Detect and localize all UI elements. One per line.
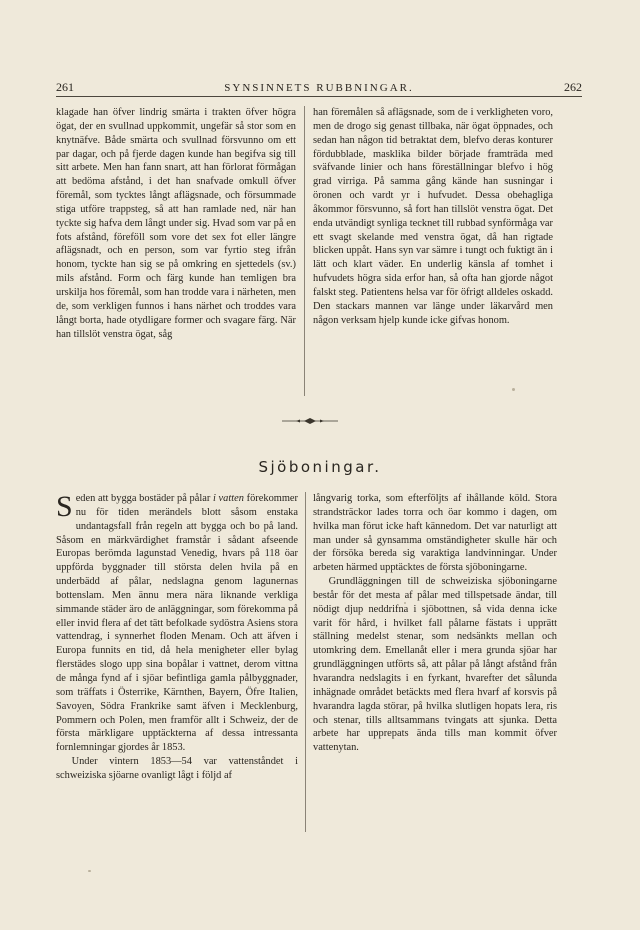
right-page-number: 262	[564, 80, 582, 94]
paper-speck	[404, 602, 406, 604]
paper-speck	[88, 870, 91, 872]
lead-text-tail: förekommer nu för tiden merändels blott såsom enstaka undantagsfall från regeln att bygga och bo på land. Såsom en märkvärdighet framstår i sådant afseende Europas berömda lagunstad Venedig, hvars på 118 öar uppförda byggnader till största delen hvila på en underbädd af pålar, nedslagna genom lagunernas bottenslam. Men ännu mera nära liknande verkliga simmande städer äro de anläggningar, som förekomma på eller invid flera af det tätt befolkade sydöstra Asiens stora vattendrag, i synnerhet floden Menam. Och att äfven i Europa funnits en tid, då hela menigheter eller bylag flerstädes slogo upp sina bopålar i vattnet, derom vittna de många fynd af i sjöar befintliga gamla pålbyggnader, som träffats i Österrike, Kärnthen, Bayern, Öfre Italien, Savoyen, Södra Frankrike samt äfven i Mecklenburg, Pommern och Polen, men framför allt i Schweiz, der de första märkligare upptäckterna af dessa intressanta fornlemningar gjordes år 1853.	[56, 493, 298, 754]
bottom-left-column	[56, 492, 298, 783]
drop-cap: S	[56, 490, 73, 523]
paragraph: Grundläggningen till de schweiziska sjöboningarne består för det mesta af pålar med tillspetsade ändar, till nödigt djup neddrifna i sjöbottnen, så vida denna icke varit för hård, i hvilket fall pålarne fästats i upprätt ställning medelst stenar, som nedsänkts mellan och utomkring dem. Emellanåt eller i mera grunda sjöar har grundläggningen utförts så, att pålar på långt afstånd från hvarandra nedslagits i en fyrkant, hvarefter det sålunda inhägnade området betäckts med flera hvarf af korsvis på hvarandra lagda störar, på hvilka slutligen hopats lera, ris och stenar, tills alltsammans tvingats att sjunka. Detta arbete har upprepats ända tills man kommit öfver vattenytan.	[313, 576, 557, 754]
section-title: Sjöboningar.	[258, 458, 382, 476]
top-left-column	[56, 106, 296, 341]
lead-italic: i vatten	[212, 493, 244, 504]
section-ornament-icon	[282, 416, 338, 426]
paragraph: klagade han öfver lindrig smärta i trakten öfver högra ögat, der en svullnad uppkommit, ungefär så stor som en knytnäfve. Både smärta och svullnad försvunno om ett par dagar, och på fjerde dagen kunde han begifva sig till sitt arbete. Men han fann snart, att han förlorat förmågan att bedöma afstånd, i det han snafvade omkull öfver föremål, som tycktes långt aflägsnade, och försummade stiga utföre trappsteg, så att han ramlade ned, när han tyckte sig hafva dem långt under sig. Hvad som var på en fots afstånd, föreföll som vore det sex fot eller längre aflägsnadt, och en person, som var fyrtio steg ifrån honom, tyckte han sig se på omkring en sjettedels (sv.) mils afstånd. Form och färg kunde han temligen bra urskilja hos föremål, som han trodde vara i närheten, men de, som verkligen funnos i hans närhet och troddes vara långt borta, hade otydligare former och svagare färg. När han tillslöt venstra ögat, såg	[56, 107, 296, 340]
bottom-right-column	[313, 492, 557, 755]
top-right-column	[313, 106, 553, 328]
running-title: SYNSINNETS RUBBNINGAR.	[224, 82, 414, 94]
column-divider	[305, 492, 306, 832]
lead-paragraph	[56, 492, 298, 755]
running-header	[56, 80, 582, 95]
header-rule	[56, 96, 582, 97]
paper-speck	[512, 388, 515, 391]
paragraph: långvarig torka, som efterföljts af ihållande köld. Stora strandsträckor lades torra och öar kommo i dagen, om hvilka man förut icke haft kännedom. Det var naturligt att man under så gynsamma omständigheter skulle här och der försöka bereda sig varaktiga landvinningar. Under arbeten härmed upptäcktes de första sjöboningarne.	[313, 493, 557, 574]
left-page-number: 261	[56, 80, 74, 94]
paragraph: Under vintern 1853—54 var vattenståndet i schweiziska sjöarne ovanligt lågt i följd af	[56, 756, 298, 781]
lead-text: eden att bygga bostäder på pålar	[75, 493, 213, 504]
column-divider	[304, 106, 305, 396]
paragraph: han föremålen så aflägsnade, som de i verkligheten voro, men de drogo sig genast tillbaka, när ögat öppnades, och sedan han någon tid betraktat dem, blefvo deras konturer fördubblade, masklika bilder började framträda med sväfvande linier och hans föreställningar blefvo i hög grad virriga. På samma gång kände han susningar i öronen och vardt yr i hufvudet. Dessa obehagliga åkommor försvunno, så fort han tillslöt venstra ögat. Det enda utvändigt synliga tecknet till rubbad synförmåga var ett svagt skelande med venstra ögat, då han rigtade blicken uppåt. Hans syn var sämre i tungt och fuktigt än i lätt och klart väder. En underlig känsla af tomhet i hufvudets högra sida erfor han, så ofta han gjorde något falskt steg. Patientens helsa var för öfrigt alldeles oskadd. Den stackars mannen var länge under läkarvård men någon verksam hjelp kunde icke gifvas honom.	[313, 107, 553, 326]
